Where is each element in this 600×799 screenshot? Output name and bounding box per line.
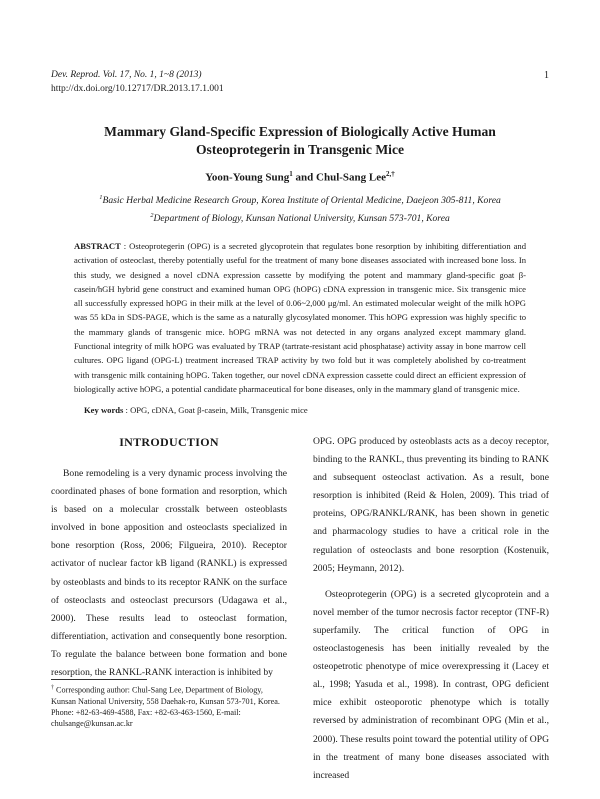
intro-paragraph-2: Osteoprotegerin (OPG) is a secreted glycoprotein and a novel member of the tumor necrosis factor receptor (TNF-R) superfamily. The critical function of OPG in osteoclastogenesis has been initially revealed by the osteopetrotic phenotype of mice overexpressing it (Lacey et al., 1998; Yasuda et al., 1998). In contrast, OPG deficient mice exhibit osteoporotic phenotype which is totally reversed by administration of recombinant OPG (Min et al., 2000). These results point toward the potential utility of OPG in the treatment of many bone diseases associated with increased — [313, 588, 549, 781]
abstract — [74, 239, 526, 396]
doi-link[interactable]: http://dx.doi.org/10.12717/DR.2013.17.1.001 — [51, 84, 224, 94]
affiliation-1-text: Basic Herbal Medicine Research Group, Korea Institute of Oriental Medicine, Daejeon 305-811, Korea — [102, 195, 501, 207]
corresponding-author-footnote — [51, 683, 287, 730]
author-conjunction: and — [295, 171, 314, 184]
journal-citation: Dev. Reprod. Vol. 17, No. 1, 1~8 (2013) — [51, 70, 202, 80]
footnote-mark: † — [51, 685, 54, 691]
author-1: Yoon-Young Sung — [205, 171, 290, 184]
keywords-label: Key words — [84, 405, 124, 415]
author-1-affil-mark: 1 — [289, 170, 293, 178]
author-2-affil-mark: 2,† — [386, 170, 395, 178]
affiliation-2-text: Department of Biology, Kunsan National University, Kunsan 573-701, Korea — [153, 213, 450, 225]
right-column — [313, 433, 549, 785]
affiliation-2 — [40, 208, 560, 226]
footnote-text: Corresponding author: Chul-Sang Lee, Department of Biology, Kunsan National University, 558 Daehak-ro, Kunsan 573-701, Korea. Phone: +82-63-469-4588, Fax: +82-63-463-1560, E-mail: chulsange@kunsan.ac.kr — [51, 685, 280, 729]
footnote-divider — [51, 679, 147, 680]
author-list — [40, 170, 560, 184]
page-number: 1 — [544, 70, 549, 81]
affiliation-1 — [40, 190, 560, 208]
keywords-text: : OPG, cDNA, Goat β-casein, Milk, Transgenic mice — [123, 405, 308, 415]
author-2: Chul-Sang Lee — [316, 171, 387, 184]
abstract-label: ABSTRACT — [74, 241, 121, 251]
abstract-text: : Osteoprotegerin (OPG) is a secreted glycoprotein that regulates bone resorption by inhibiting differentiation and activation of osteoclast, thereby potentially useful for the treatment of many bone diseases associated with increased bone loss. In this study, we designed a novel cDNA expression cassette by modifying the potent and mammary gland-specific goat β-casein/hGH hybrid gene construct and examined human OPG (hOPG) cDNA expression in transgenic mice. Six transgenic mice all successfully expressed hOPG in their milk at the level of 0.06~2,000 μg/ml. An estimated molecular weight of the milk hOPG was 55 kDa in SDS-PAGE, which is the same as a naturally glycosylated monomer. This hOPG expression was highly specific to the mammary glands of transgenic mice. hOPG mRNA was not detected in any organs analyzed except mammary gland. Functional integrity of milk hOPG was evaluated by TRAP (tartrate-resistant acid phosphatase) activity assay in bone marrow cell cultures. OPG ligand (OPG-L) treatment increased TRAP activity by two fold but it was completely abolished by co-treatment with transgenic milk containing hOPG. Taken together, our novel cDNA expression cassette could direct an efficient expression of biologically active hOPG, a potential candidate pharmaceutical for bone diseases, only in the mammary gland of transgenic mice. — [74, 241, 526, 394]
intro-paragraph-1-continued: OPG. OPG produced by osteoblasts acts as a decoy receptor, binding to the RANKL, thus preventing its binding to RANK and subsequent osteoclast activation. As a result, bone resorption is inhibited (Reid & Holen, 2009). This triad of proteins, OPG/RANKL/RANK, has been shown in genetic and pharmacology studies to have a critical role in the regulation of osteoclasts and bone resorption (Kostenuik, 2005; Heymann, 2012). — [313, 436, 549, 574]
intro-paragraph-1: Bone remodeling is a very dynamic process involving the coordinated phases of bone formation and resorption, which is based on a molecular crosstalk between osteoblasts involved in bone apposition and osteoclasts specialized in bone resorption (Ross, 2006; Filgueira, 2010). Receptor activator of nuclear factor kB ligand (RANKL) is expressed by osteoblasts and binds to its receptor RANK on the surface of osteoclasts and osteoclast precursors (Udagawa et al., 2000). These results lead to osteoclast formation, differentiation, activation and consequently bone resorption. To regulate the balance between bone formation and bone resorption, the RANKL-RANK interaction is inhibited by — [51, 468, 287, 679]
affiliation-1-mark: 1 — [99, 194, 103, 201]
left-column — [51, 433, 287, 682]
title-line-2: Osteoprotegerin in Transgenic Mice — [195, 142, 405, 157]
affiliation-2-mark: 2 — [150, 212, 154, 220]
section-heading-introduction: INTRODUCTION — [119, 435, 219, 449]
keywords — [84, 405, 526, 415]
title-line-1: Mammary Gland-Specific Expression of Biologically Active Human — [104, 124, 496, 139]
affiliations — [40, 190, 560, 226]
paper-title — [40, 123, 560, 159]
